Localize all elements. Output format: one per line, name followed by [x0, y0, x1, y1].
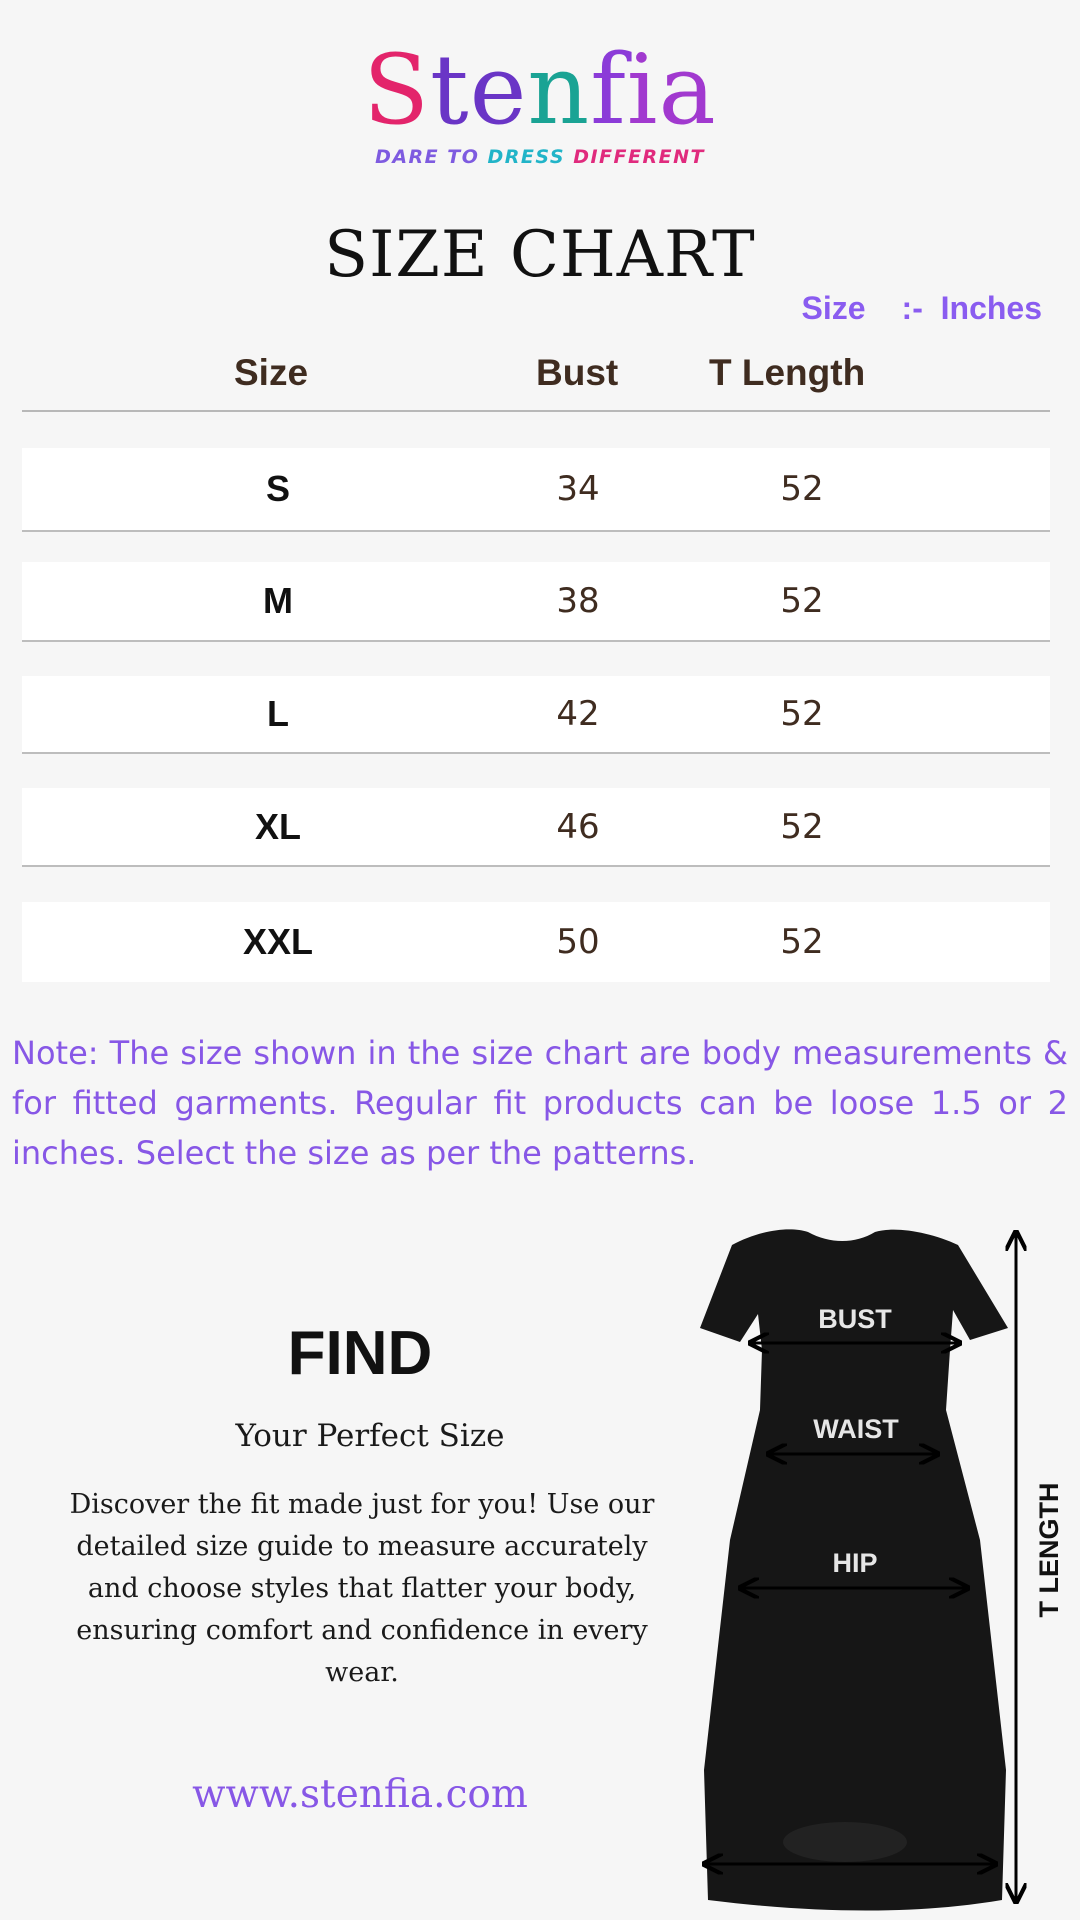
table-header [22, 340, 1050, 412]
cell-t-length: 52 [780, 694, 824, 734]
find-subtitle: Your Perfect Size [235, 1418, 505, 1454]
table-row [22, 902, 1050, 982]
header-t-length: T Length [709, 352, 866, 393]
cell-t-length: 52 [780, 469, 824, 509]
cell-t-length: 52 [780, 581, 824, 621]
dress-fold-shade [783, 1822, 907, 1862]
table-row [22, 788, 1050, 867]
units-value: Inches [940, 290, 1042, 326]
units-separator: :- [901, 290, 923, 326]
find-heading: FIND [287, 1319, 433, 1388]
cell-bust: 50 [556, 922, 600, 962]
header-bust: Bust [536, 352, 619, 393]
brand-name: Stenfia [363, 34, 717, 146]
units-label [802, 290, 1043, 327]
hip-label: HIP [832, 1548, 878, 1578]
cell-bust: 38 [556, 581, 600, 621]
cell-size: XXL [242, 921, 314, 962]
table-row [22, 562, 1050, 642]
table-row [22, 676, 1050, 754]
t-length-label: T LENGTH [1034, 1482, 1064, 1618]
waist-label: WAIST [813, 1414, 899, 1444]
units-size-label: Size [801, 290, 866, 326]
brand-logo [0, 34, 1080, 168]
page-title: SIZE CHART [324, 218, 756, 292]
website-link[interactable]: www.stenfia.com [192, 1772, 528, 1817]
cell-bust: 34 [556, 469, 600, 509]
table-row [22, 448, 1050, 532]
cell-size: M [263, 580, 293, 621]
cell-bust: 46 [556, 806, 600, 847]
brand-tagline: DARE TO DRESS DIFFERENT [375, 146, 705, 168]
cell-t-length: 52 [780, 806, 824, 847]
cell-bust: 42 [556, 694, 600, 734]
size-note: Note: The size shown in the size chart are body measurements & for fitted garments. Regular fit products can be loose 1.5 or 2 inches. Select the size as per the patterns. [12, 1034, 1068, 1172]
cell-size: S [265, 468, 291, 509]
bust-label: BUST [818, 1304, 892, 1334]
cell-size: L [267, 693, 289, 734]
cell-t-length: 52 [780, 922, 824, 962]
header-size: Size [234, 352, 309, 393]
dress-measurement-diagram [690, 1210, 1080, 1920]
find-description: Discover the fit made just for you! Use our detailed size guide to measure accurately and choose styles that flatter your body, ensuring comfort and confidence in every wear. [69, 1489, 655, 1688]
cell-size: XL [254, 805, 302, 847]
